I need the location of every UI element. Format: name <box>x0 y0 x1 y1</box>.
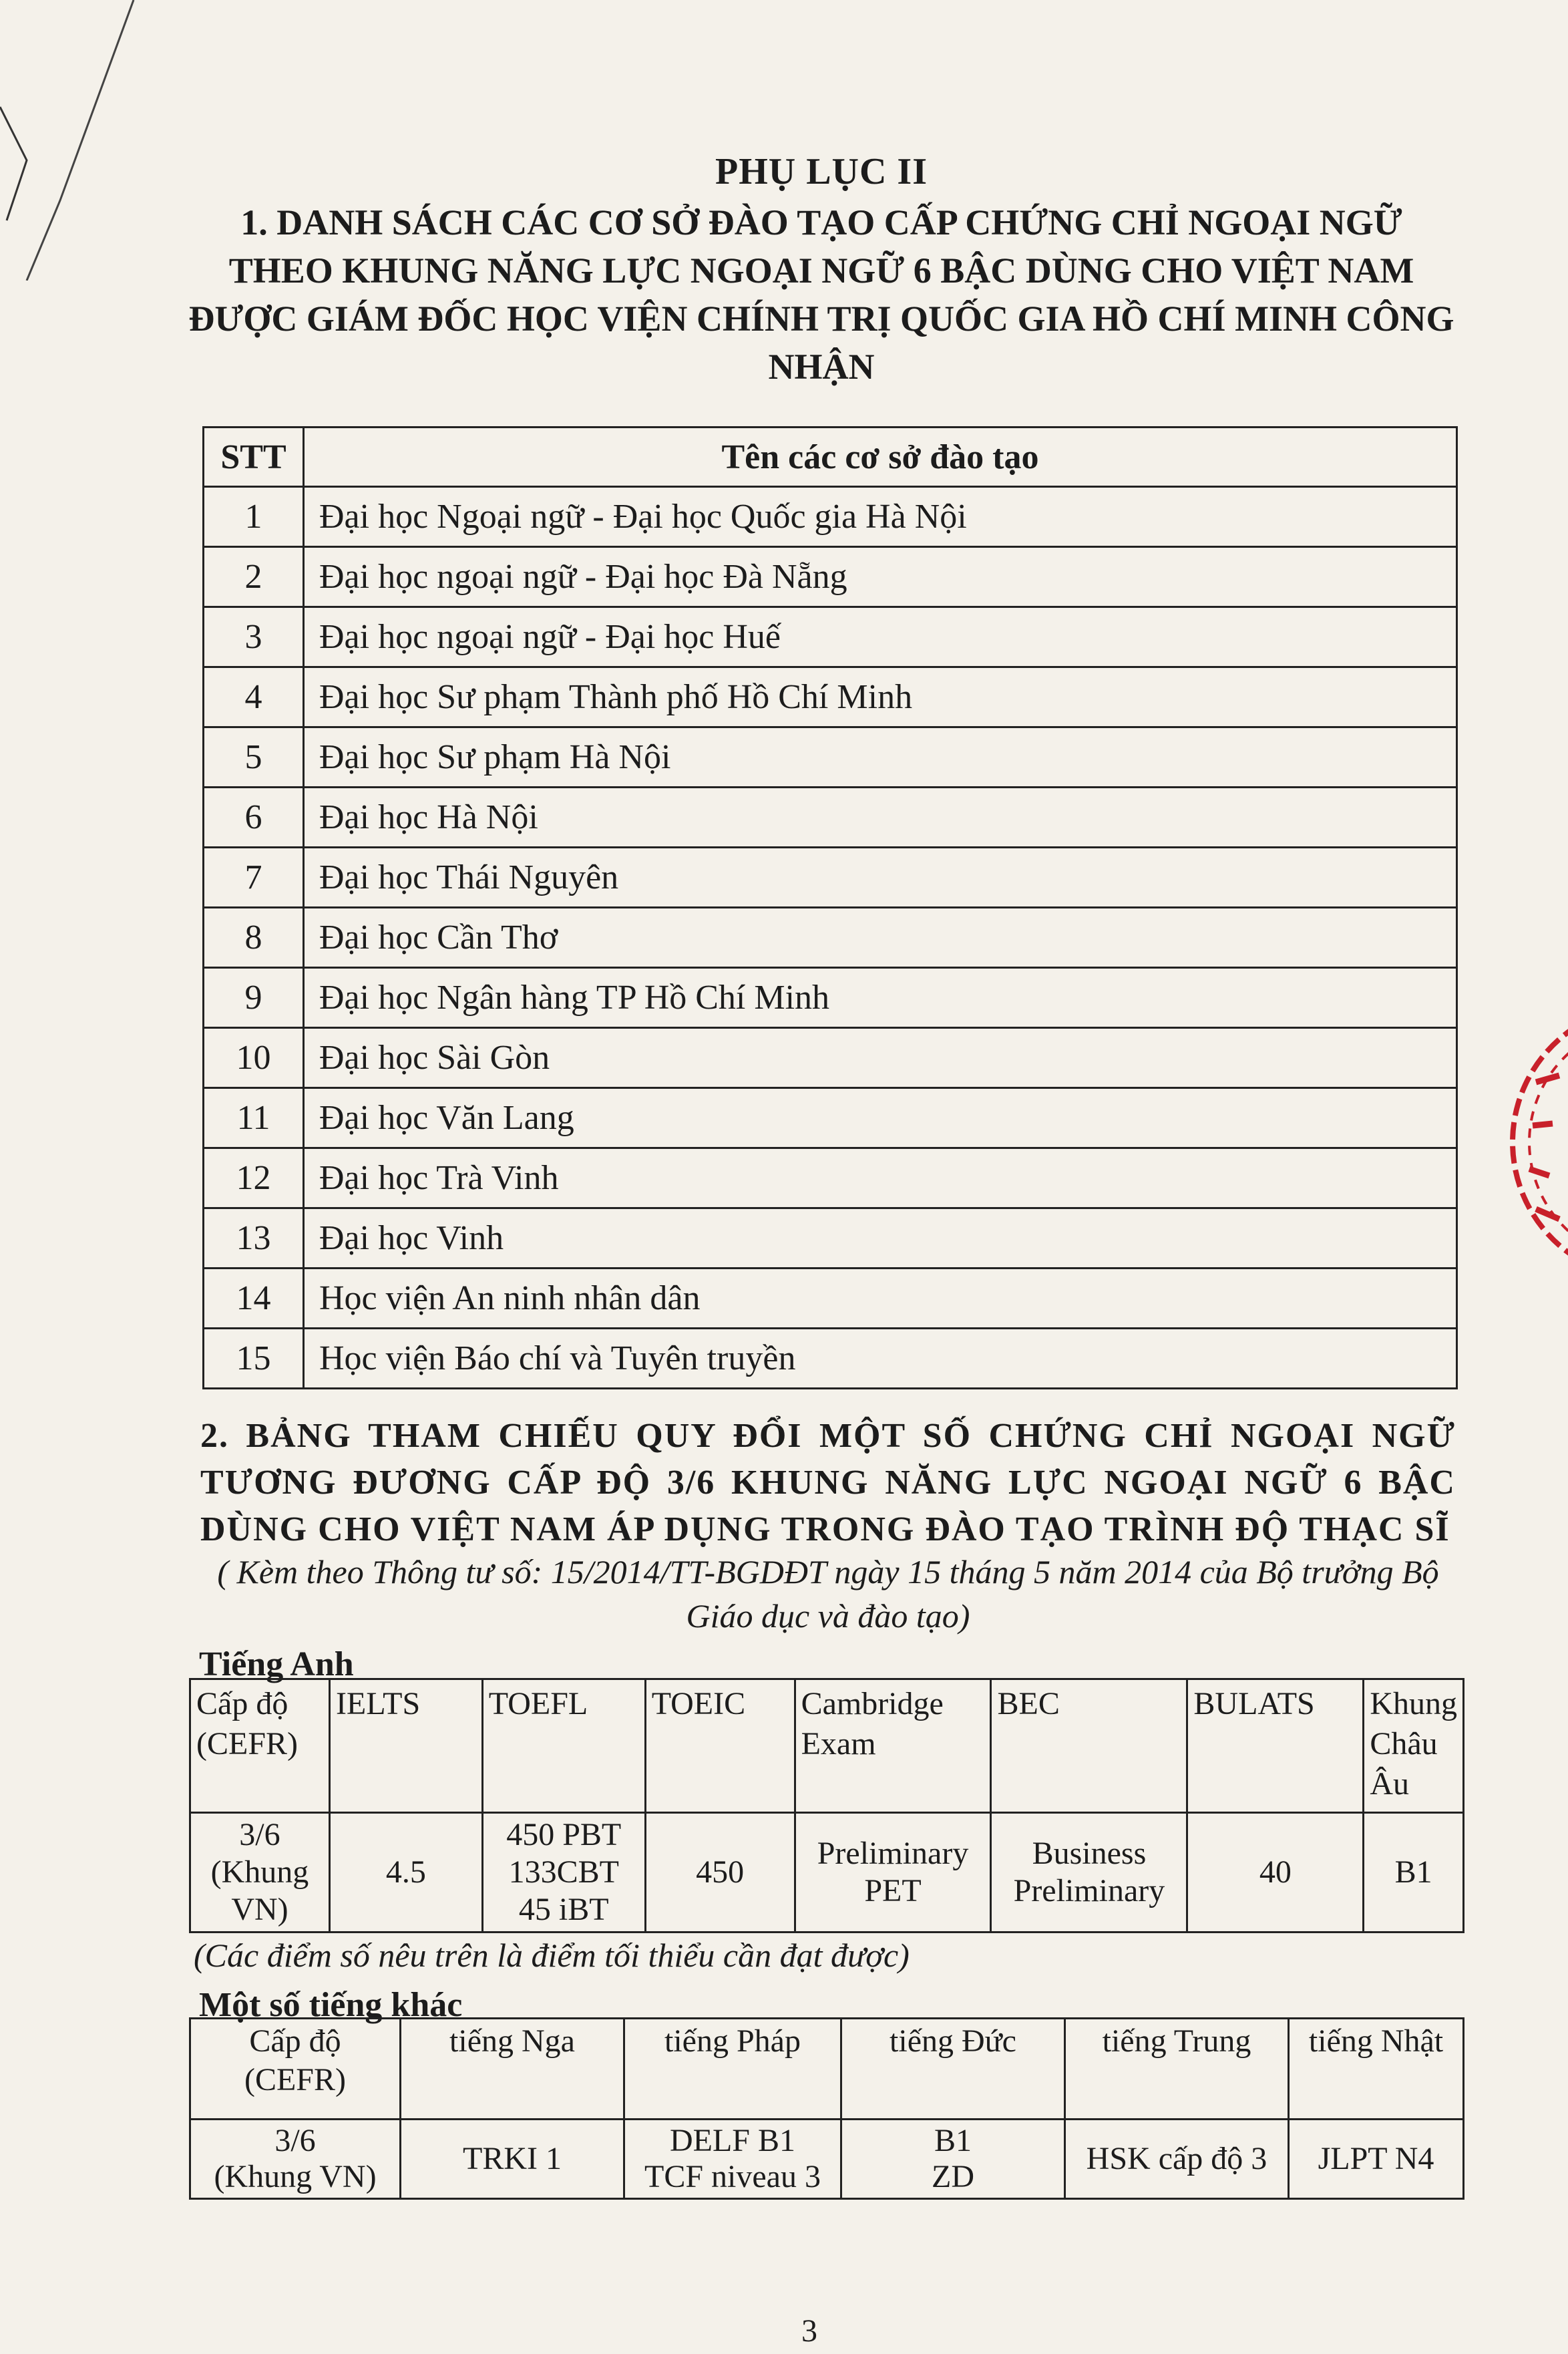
row-stt: 14 <box>204 1269 304 1329</box>
header-french: tiếng Pháp <box>624 2019 841 2120</box>
header-cambridge-exam: Cambridge Exam <box>795 1679 991 1813</box>
header-cefr-level: Cấp độ (CEFR) <box>190 2019 401 2120</box>
header-cefr-level: Cấp độ (CEFR) <box>190 1679 330 1813</box>
row-stt: 3 <box>204 607 304 667</box>
minimum-score-note: (Các điểm số nêu trên là điểm tối thiểu cần đạt được) <box>194 1937 910 1974</box>
row-institution-name: Đại học Cần Thơ <box>304 908 1457 968</box>
table-row <box>204 487 1457 547</box>
page-number: 3 <box>801 2313 817 2349</box>
stamp-mark <box>1529 1075 1559 1219</box>
table-row <box>204 1269 1457 1329</box>
paper-fold-line <box>0 0 174 281</box>
red-seal-stamp <box>1496 982 1568 1303</box>
other-languages-label: Một số tiếng khác <box>199 1986 463 2024</box>
cell-bec: Business Preliminary <box>991 1813 1187 1932</box>
cell-toefl: 450 PBT 133CBT 45 iBT <box>482 1813 645 1932</box>
row-institution-name: Đại học Ngoại ngữ - Đại học Quốc gia Hà Nội <box>304 487 1457 547</box>
cell-chinese: HSK cấp độ 3 <box>1065 2120 1289 2199</box>
table-row <box>204 667 1457 727</box>
table-row <box>204 1088 1457 1148</box>
table-row <box>204 547 1457 607</box>
row-stt: 11 <box>204 1088 304 1148</box>
header-german: tiếng Đức <box>841 2019 1065 2120</box>
header-bulats: BULATS <box>1187 1679 1364 1813</box>
row-stt: 5 <box>204 727 304 788</box>
table-row <box>190 2120 1464 2199</box>
row-stt: 1 <box>204 487 304 547</box>
cell-ielts: 4.5 <box>329 1813 482 1932</box>
header-toefl: TOEFL <box>482 1679 645 1813</box>
cell-bulats: 40 <box>1187 1813 1364 1932</box>
row-institution-name: Đại học ngoại ngữ - Đại học Huế <box>304 607 1457 667</box>
table-row <box>204 848 1457 908</box>
row-institution-name: Đại học Ngân hàng TP Hồ Chí Minh <box>304 968 1457 1028</box>
cell-japanese: JLPT N4 <box>1289 2120 1464 2199</box>
header-european-framework: Khung Châu Âu <box>1364 1679 1464 1813</box>
row-stt: 10 <box>204 1028 304 1088</box>
header-ielts: IELTS <box>329 1679 482 1813</box>
row-stt: 4 <box>204 667 304 727</box>
row-stt: 2 <box>204 547 304 607</box>
table-header-row <box>204 428 1457 487</box>
institutions-table <box>202 426 1458 1389</box>
row-stt: 7 <box>204 848 304 908</box>
cell-german: B1 ZD <box>841 2120 1065 2199</box>
table-row <box>204 908 1457 968</box>
row-institution-name: Học viện An ninh nhân dân <box>304 1269 1457 1329</box>
table-row <box>204 1148 1457 1208</box>
appendix-title: PHỤ LỤC II <box>715 151 928 192</box>
header-stt: STT <box>204 428 304 487</box>
row-institution-name: Đại học Trà Vinh <box>304 1148 1457 1208</box>
section-1-title: 1. DANH SÁCH CÁC CƠ SỞ ĐÀO TẠO CẤP CHỨNG CHỈ NGOẠI NGỮ THEO KHUNG NĂNG LỰC NGOẠI NGỮ 6 BẬC DÙNG CHO VIỆT NAM ĐƯỢC GIÁM ĐỐC HỌC VIỆN CHÍNH TRỊ QUỐC GIA HỒ CHÍ MINH CÔNG NHẬN <box>188 202 1454 387</box>
header-japanese: tiếng Nhật <box>1289 2019 1464 2120</box>
row-stt: 6 <box>204 788 304 848</box>
row-institution-name: Đại học Sài Gòn <box>304 1028 1457 1088</box>
table-row <box>204 788 1457 848</box>
row-institution-name: Học viện Báo chí và Tuyên truyền <box>304 1329 1457 1389</box>
header-institution-name: Tên các cơ sở đào tạo <box>304 428 1457 487</box>
row-institution-name: Đại học Sư phạm Thành phố Hồ Chí Minh <box>304 667 1457 727</box>
header-chinese: tiếng Trung <box>1065 2019 1289 2120</box>
row-institution-name: Đại học Sư phạm Hà Nội <box>304 727 1457 788</box>
table-row <box>204 1208 1457 1269</box>
row-institution-name: Đại học Văn Lang <box>304 1088 1457 1148</box>
table-header-row <box>190 2019 1464 2120</box>
row-institution-name: Đại học Vinh <box>304 1208 1457 1269</box>
row-stt: 15 <box>204 1329 304 1389</box>
cell-toeic: 450 <box>645 1813 795 1932</box>
header-bec: BEC <box>991 1679 1187 1813</box>
english-label: Tiếng Anh <box>199 1645 354 1683</box>
section-2-title: 2. BẢNG THAM CHIẾU QUY ĐỔI MỘT SỐ CHỨNG CHỈ NGOẠI NGỮ TƯƠNG ĐƯƠNG CẤP ĐỘ 3/6 KHUNG NĂNG LỰC NGOẠI NGỮ 6 BẬC DÙNG CHO VIỆT NAM ÁP DỤNG TRONG ĐÀO TẠO TRÌNH ĐỘ THẠC SĨ <box>200 1417 1456 1548</box>
row-institution-name: Đại học ngoại ngữ - Đại học Đà Nẵng <box>304 547 1457 607</box>
table-row <box>204 968 1457 1028</box>
cell-level: 3/6 (Khung VN) <box>190 2120 401 2199</box>
circular-reference-note: ( Kèm theo Thông tư số: 15/2014/TT-BGDĐT ngày 15 tháng 5 năm 2014 của Bộ trưởng Bộ Giáo dục và đào tạo) <box>217 1553 1439 1635</box>
cell-level: 3/6 (Khung VN) <box>190 1813 330 1932</box>
english-equivalence-table <box>189 1678 1464 1933</box>
appendix-heading <box>187 150 1456 391</box>
table-row <box>204 1028 1457 1088</box>
other-languages-table <box>189 2017 1464 2200</box>
table-row <box>204 1329 1457 1389</box>
table-row <box>204 727 1457 788</box>
cell-european-framework: B1 <box>1364 1813 1464 1932</box>
stamp-ring <box>1513 1005 1568 1279</box>
cell-french: DELF B1 TCF niveau 3 <box>624 2120 841 2199</box>
row-institution-name: Đại học Thái Nguyên <box>304 848 1457 908</box>
cell-russian: TRKI 1 <box>401 2120 624 2199</box>
header-russian: tiếng Nga <box>401 2019 624 2120</box>
table-row <box>190 1813 1464 1932</box>
row-stt: 8 <box>204 908 304 968</box>
header-toeic: TOEIC <box>645 1679 795 1813</box>
table-header-row <box>190 1679 1464 1813</box>
stamp-inner-ring <box>1529 1022 1568 1263</box>
cell-cambridge: Preliminary PET <box>795 1813 991 1932</box>
row-stt: 12 <box>204 1148 304 1208</box>
row-stt: 9 <box>204 968 304 1028</box>
table-row <box>204 607 1457 667</box>
row-institution-name: Đại học Hà Nội <box>304 788 1457 848</box>
row-stt: 13 <box>204 1208 304 1269</box>
